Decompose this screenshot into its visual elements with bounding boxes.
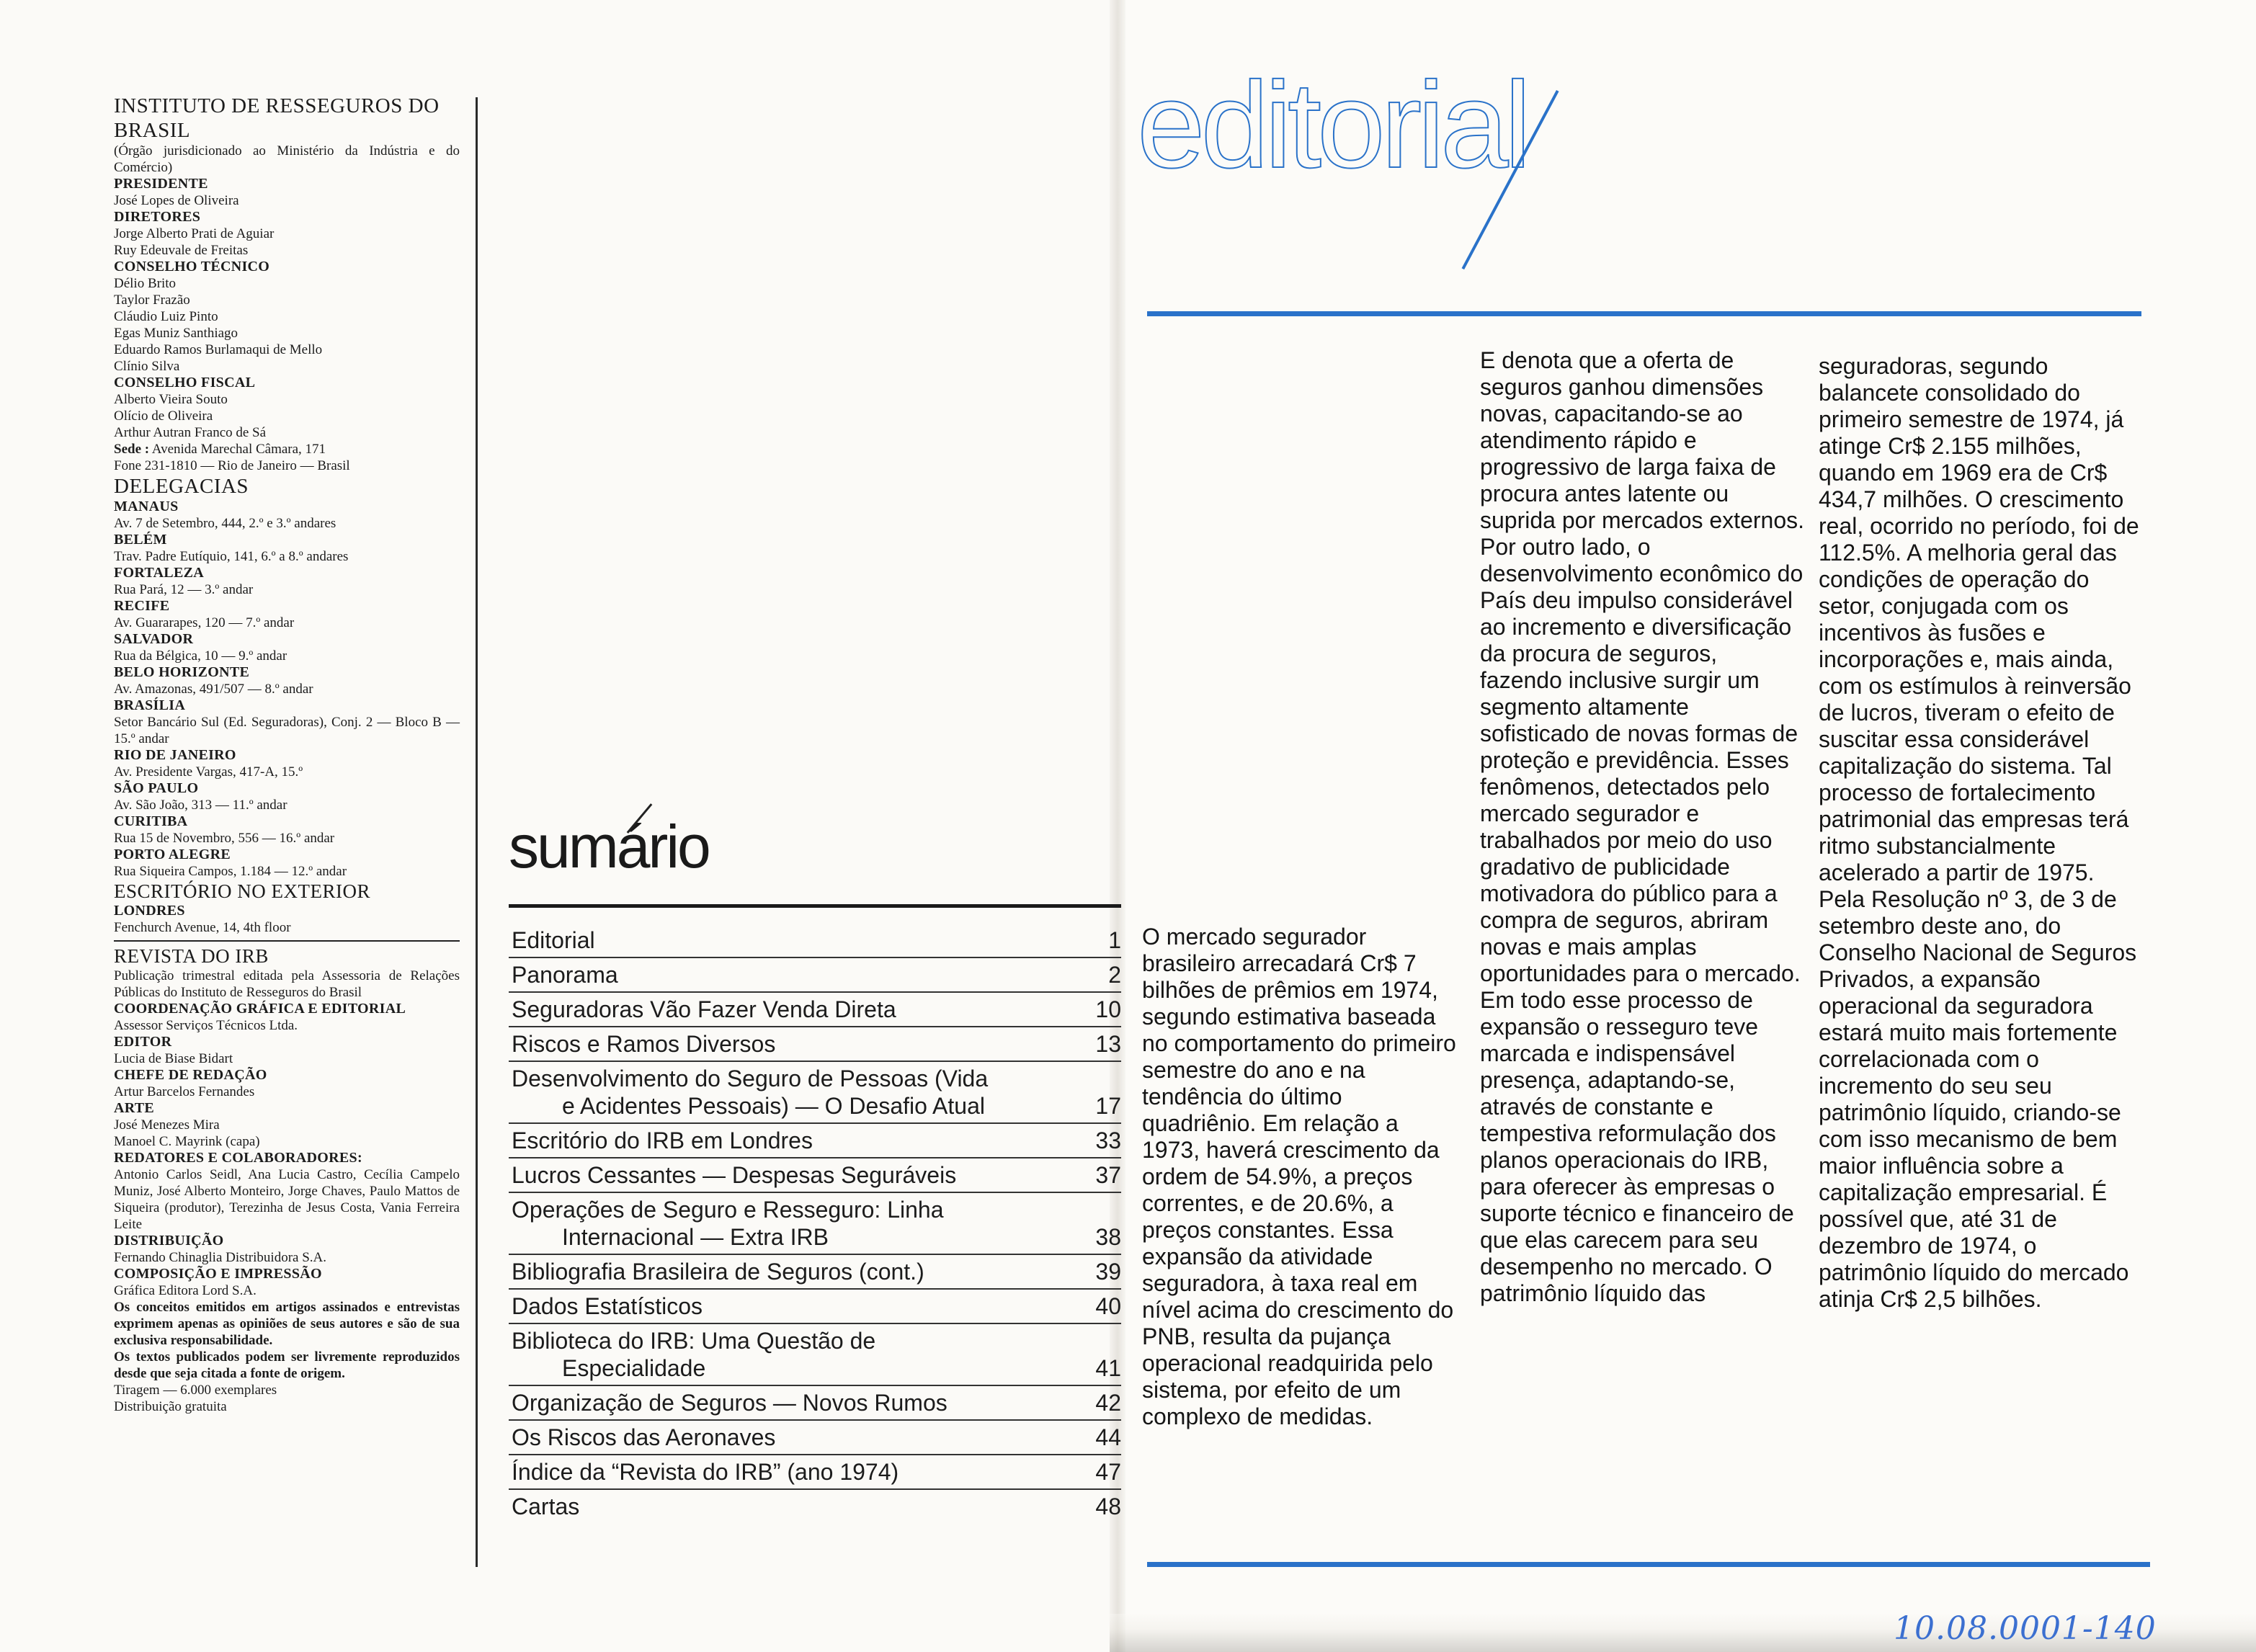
toc-item-page: 1 <box>1108 927 1121 953</box>
phone-line: Fone 231-1810 — Rio de Janeiro — Brasil <box>114 458 350 473</box>
toc-item[interactable] <box>509 1193 1121 1255</box>
delegacia-address: Av. Guararapes, 120 — 7.º andar <box>114 615 295 630</box>
editorial-column-1-text: O mercado segurador brasileiro arrecadará Cr$ 7 bilhões de prêmios em 1974, segundo estimativa baseada no comportamento do primeiro semestre do ano e na tendência do último quadriênio. Em relação a 1973, haverá crescimento da ordem de 54.9%, a preços correntes, e de 20.6%, a preços constantes. Essa expansão da atividade seguradora, à taxa real em nível acima do crescimento do PNB, resulta da pujança operacional readquirida pelo sistema, por efeito de um complexo de medidas. <box>1142 924 1456 1429</box>
conselho-tecnico-name: Eduardo Ramos Burlamaqui de Mello <box>114 342 323 357</box>
arte-name: Manoel C. Mayrink (capa) <box>114 1134 260 1149</box>
masthead-vertical-rule <box>476 97 478 1567</box>
toc-item[interactable] <box>509 1124 1121 1158</box>
sede-address <box>114 441 460 457</box>
delegacia-address: Setor Bancário Sul (Ed. Seguradoras), Conj. 2 — Bloco B — 15.º andar <box>114 715 460 746</box>
editorial-column-1 <box>1142 924 1459 1430</box>
toc-item[interactable] <box>509 1455 1121 1490</box>
toc-top-rule <box>509 904 1121 908</box>
conselho-tecnico-name: Clínio Silva <box>114 359 180 374</box>
delegacia-address: Rua Pará, 12 — 3.º andar <box>114 582 254 597</box>
toc-item[interactable] <box>509 1421 1121 1455</box>
sede-addr: Avenida Marechal Câmara, 171 <box>151 442 326 457</box>
toc-item-title: Desenvolvimento do Seguro de Pessoas (Vida <box>512 1066 989 1091</box>
toc-item-title: Lucros Cessantes — Despesas Seguráveis <box>512 1162 957 1188</box>
toc-item[interactable] <box>509 1290 1121 1324</box>
toc-item[interactable] <box>509 993 1121 1027</box>
editor-name: Lucia de Biase Bidart <box>114 1051 233 1066</box>
conselho-fiscal-heading: CONSELHO FISCAL <box>114 375 256 390</box>
masthead-divider <box>114 940 460 942</box>
conselho-tecnico-name: Egas Muniz Santhiago <box>114 326 238 341</box>
conselho-tecnico-name: Cláudio Luiz Pinto <box>114 309 218 324</box>
toc-item-page: 42 <box>1095 1390 1121 1416</box>
toc-item-title-cont: e Acidentes Pessoais) — O Desafio Atual <box>562 1093 985 1119</box>
chefe-heading: CHEFE DE REDAÇÃO <box>114 1067 267 1083</box>
conselho-tecnico-name: Taylor Frazão <box>114 293 190 308</box>
editorial-column-2-text: E denota que a oferta de seguros ganhou dimensões novas, capacitando-se ao atendimento rápido e progressivo de larga faixa de procura antes latente ou suprida por mercados externos. Por outro lado, o desenvolvimento econômico do País deu impulso considerável ao incremento e diversificação da procura de seguros, fazendo inclusive surgir um segmento altamente sofisticado de novas formas de proteção e previdência. Esses fenômenos, detectados pelo mercado segurador e trabalhados por meio do uso gradativo de publicidade motivadora do público para a compra de seguros, abriram novas e mais amplas oportunidades para o mercado. Em todo esse processo de expansão o resseguro teve marcada e indispensável presença, adaptando-se, através de constante e tempestiva reformulação dos planos operacionais do IRB, para oferecer às empresas o suporte técnico e financeiro de que elas carecem para seu desempenho no mercado. O patrimônio líquido das <box>1480 347 1804 1306</box>
toc-item[interactable] <box>509 1062 1121 1124</box>
delegacia-city: BELÉM <box>114 532 167 548</box>
toc-item-page: 48 <box>1095 1494 1121 1519</box>
toc-item-title: Editorial <box>512 927 595 953</box>
org-subtitle: (Órgão jurisdicionado ao Ministério da Indústria e do Comércio) <box>114 143 460 175</box>
exterior-city: LONDRES <box>114 903 185 919</box>
toc-item-page: 40 <box>1095 1293 1121 1319</box>
toc-item-page: 13 <box>1095 1031 1121 1057</box>
conselho-tecnico-name: Délio Brito <box>114 276 177 291</box>
toc-item-title: Operações de Seguro e Resseguro: Linha <box>512 1197 944 1223</box>
toc-item-title: Seguradoras Vão Fazer Venda Direta <box>512 996 896 1022</box>
conselho-fiscal-name: Olício de Oliveira <box>114 408 213 424</box>
diretor-name: Jorge Alberto Prati de Aguiar <box>114 226 275 241</box>
toc-item-page: 41 <box>1095 1355 1121 1381</box>
delegacia-city: BRASÍLIA <box>114 697 186 713</box>
redatores-names: Antonio Carlos Seidl, Ana Lucia Castro, Cecília Campelo Muniz, José Alberto Monteiro, Jorge Chaves, Paulo Mattos de Siqueira (produtor), Terezinha de Jesus Costa, Vania Ferreira Leite <box>114 1167 460 1232</box>
toc-item-title: Panorama <box>512 962 618 988</box>
grafica-name: Gráfica Editora Lord S.A. <box>114 1283 257 1298</box>
toc-item[interactable] <box>509 1027 1121 1062</box>
editorial-bottom-rule <box>1147 1562 2150 1567</box>
editor-heading: EDITOR <box>114 1034 172 1050</box>
toc-item-title: Organização de Seguros — Novos Rumos <box>512 1390 948 1416</box>
toc-item[interactable] <box>509 1158 1121 1193</box>
chefe-name: Artur Barcelos Fernandes <box>114 1084 255 1099</box>
coordenacao-name: Assessor Serviços Técnicos Ltda. <box>114 1018 298 1033</box>
exterior-address: Fenchurch Avenue, 14, 4th floor <box>114 920 291 935</box>
delegacia-address: Rua da Bélgica, 10 — 9.º andar <box>114 648 287 664</box>
delegacia-city: RIO DE JANEIRO <box>114 747 236 763</box>
tiragem: Tiragem — 6.000 exemplares <box>114 1383 277 1398</box>
editorial-column-3-text: seguradoras, segundo balancete consolidado do primeiro semestre de 1974, já atinge Cr$ 2.155 milhões, quando em 1969 era de Cr$ 434,7 milhões. O crescimento real, ocorrido no período, foi de 112.5%. A melhoria geral das condições de operação do setor, conjugada com os incentivos às fusões e incorporações e, mais ainda, com os estímulos à reinversão de lucros, tiveram o efeito de suscitar essa considerável capitalização do sistema. Tal processo de fortalecimento patrimonial das empresas terá ritmo substancialmente acelerado a partir de 1975. Pela Resolução nº 3, de 3 de setembro deste ano, do Conselho Nacional de Seguros Privados, a expansão operacional da seguradora estará muito mais fortemente correlacionada com o incremento do seu seu patrimônio líquido, criando-se com isso mecanismo de bem maior influência sobre a capitalização empresarial. É possível que, até 31 de dezembro de 1974, o patrimônio líquido do mercado atinja Cr$ 2,5 bilhões. <box>1819 353 2139 1312</box>
toc-item[interactable] <box>509 1324 1121 1386</box>
delegacia-address: Av. São João, 313 — 11.º andar <box>114 798 287 813</box>
delegacia-city: SÃO PAULO <box>114 780 199 796</box>
toc-item[interactable] <box>509 924 1121 958</box>
delegacia-city: BELO HORIZONTE <box>114 664 250 680</box>
toc-item-title-cont: Especialidade <box>562 1355 706 1381</box>
toc-item-page: 44 <box>1095 1424 1121 1450</box>
toc-item-page: 47 <box>1095 1459 1121 1485</box>
delegacia-address: Trav. Padre Eutíquio, 141, 6.º a 8.º andares <box>114 549 349 564</box>
arte-heading: ARTE <box>114 1100 155 1116</box>
delegacia-city: SALVADOR <box>114 631 194 647</box>
masthead <box>114 94 460 1415</box>
editorial-title: editorial <box>1137 57 1528 194</box>
conselho-fiscal-name: Alberto Vieira Souto <box>114 392 228 407</box>
toc-item-page: 33 <box>1095 1128 1121 1153</box>
toc-item-page: 39 <box>1095 1259 1121 1285</box>
toc-item-page: 10 <box>1095 996 1121 1022</box>
toc-item[interactable] <box>509 958 1121 993</box>
delegacia-address: Av. Amazonas, 491/507 — 8.º andar <box>114 682 313 697</box>
delegacia-address: Av. Presidente Vargas, 417-A, 15.º <box>114 764 303 780</box>
toc-item-title: Biblioteca do IRB: Uma Questão de <box>512 1328 876 1354</box>
revista-heading: REVISTA DO IRB <box>114 945 269 967</box>
arte-name: José Menezes Mira <box>114 1117 220 1133</box>
diretor-name: Ruy Edeuvale de Freitas <box>114 243 249 258</box>
redatores-heading: REDATORES E COLABORADORES: <box>114 1150 362 1166</box>
toc-item-page: 17 <box>1095 1093 1121 1119</box>
delegacia-city: PORTO ALEGRE <box>114 847 231 862</box>
delegacia-city: RECIFE <box>114 598 170 614</box>
toc-item-page: 37 <box>1095 1162 1121 1188</box>
distribuidora-name: Fernando Chinaglia Distribuidora S.A. <box>114 1250 326 1265</box>
table-of-contents <box>509 904 1121 1523</box>
toc-item-title: Índice da “Revista do IRB” (ano 1974) <box>512 1459 899 1485</box>
conselho-fiscal-name: Arthur Autran Franco de Sá <box>114 425 267 440</box>
diretores-heading: DIRETORES <box>114 209 201 225</box>
composicao-heading: COMPOSIÇÃO E IMPRESSÃO <box>114 1266 322 1282</box>
toc-item[interactable] <box>509 1386 1121 1421</box>
distribuicao-heading: DISTRIBUIÇÃO <box>114 1233 224 1249</box>
toc-item-title: Dados Estatísticos <box>512 1293 703 1319</box>
handwritten-catalog-number: 10.08.0001-140 <box>1894 1610 2157 1647</box>
presidente-heading: PRESIDENTE <box>114 176 208 192</box>
revista-description: Publicação trimestral editada pela Assessoria de Relações Públicas do Instituto de Resseguros do Brasil <box>114 968 460 1000</box>
toc-item-title: Riscos e Ramos Diversos <box>512 1031 776 1057</box>
delegacias-heading: DELEGACIAS <box>114 475 249 498</box>
toc-item-title: Escritório do IRB em Londres <box>512 1128 813 1153</box>
distribuicao-gratuita: Distribuição gratuita <box>114 1399 227 1414</box>
toc-item[interactable] <box>509 1255 1121 1290</box>
coordenacao-heading: COORDENAÇÃO GRÁFICA E EDITORIAL <box>114 1001 406 1017</box>
conselho-tecnico-heading: CONSELHO TÉCNICO <box>114 259 270 274</box>
toc-item-title: Os Riscos das Aeronaves <box>512 1424 776 1450</box>
delegacia-address: Rua Siqueira Campos, 1.184 — 12.º andar <box>114 864 347 879</box>
editorial-column-2 <box>1480 347 1804 1307</box>
reproduction-note: Os textos publicados podem ser livremente reproduzidos desde que seja citada a fonte de origem. <box>114 1349 460 1381</box>
delegacia-address: Av. 7 de Setembro, 444, 2.º e 3.º andares <box>114 516 336 531</box>
exterior-heading: ESCRITÓRIO NO EXTERIOR <box>114 880 370 902</box>
editorial-column-3 <box>1819 353 2143 1313</box>
presidente-name: José Lopes de Oliveira <box>114 193 239 208</box>
delegacia-city: FORTALEZA <box>114 565 204 581</box>
toc-item[interactable] <box>509 1490 1121 1523</box>
delegacia-city: MANAUS <box>114 499 179 514</box>
delegacias-list <box>114 499 460 880</box>
disclaimer-note: Os conceitos emitidos em artigos assinados e entrevistas exprimem apenas as opiniões de seus autores e são de sua exclusiva responsabilidade. <box>114 1300 460 1348</box>
sumario-title: sumário <box>509 813 709 880</box>
delegacia-address: Rua 15 de Novembro, 556 — 16.º andar <box>114 831 335 846</box>
delegacia-city: CURITIBA <box>114 813 188 829</box>
toc-item-page: 38 <box>1095 1224 1121 1250</box>
toc-item-title: Bibliografia Brasileira de Seguros (cont.) <box>512 1259 924 1285</box>
toc-item-title-cont: Internacional — Extra IRB <box>562 1224 829 1250</box>
toc-item-page: 2 <box>1108 962 1121 988</box>
sede-label: Sede : <box>114 442 150 457</box>
editorial-top-rule <box>1147 311 2141 316</box>
org-name: INSTITUTO DE RESSEGUROS DO BRASIL <box>114 94 440 142</box>
toc-item-title: Cartas <box>512 1494 580 1519</box>
